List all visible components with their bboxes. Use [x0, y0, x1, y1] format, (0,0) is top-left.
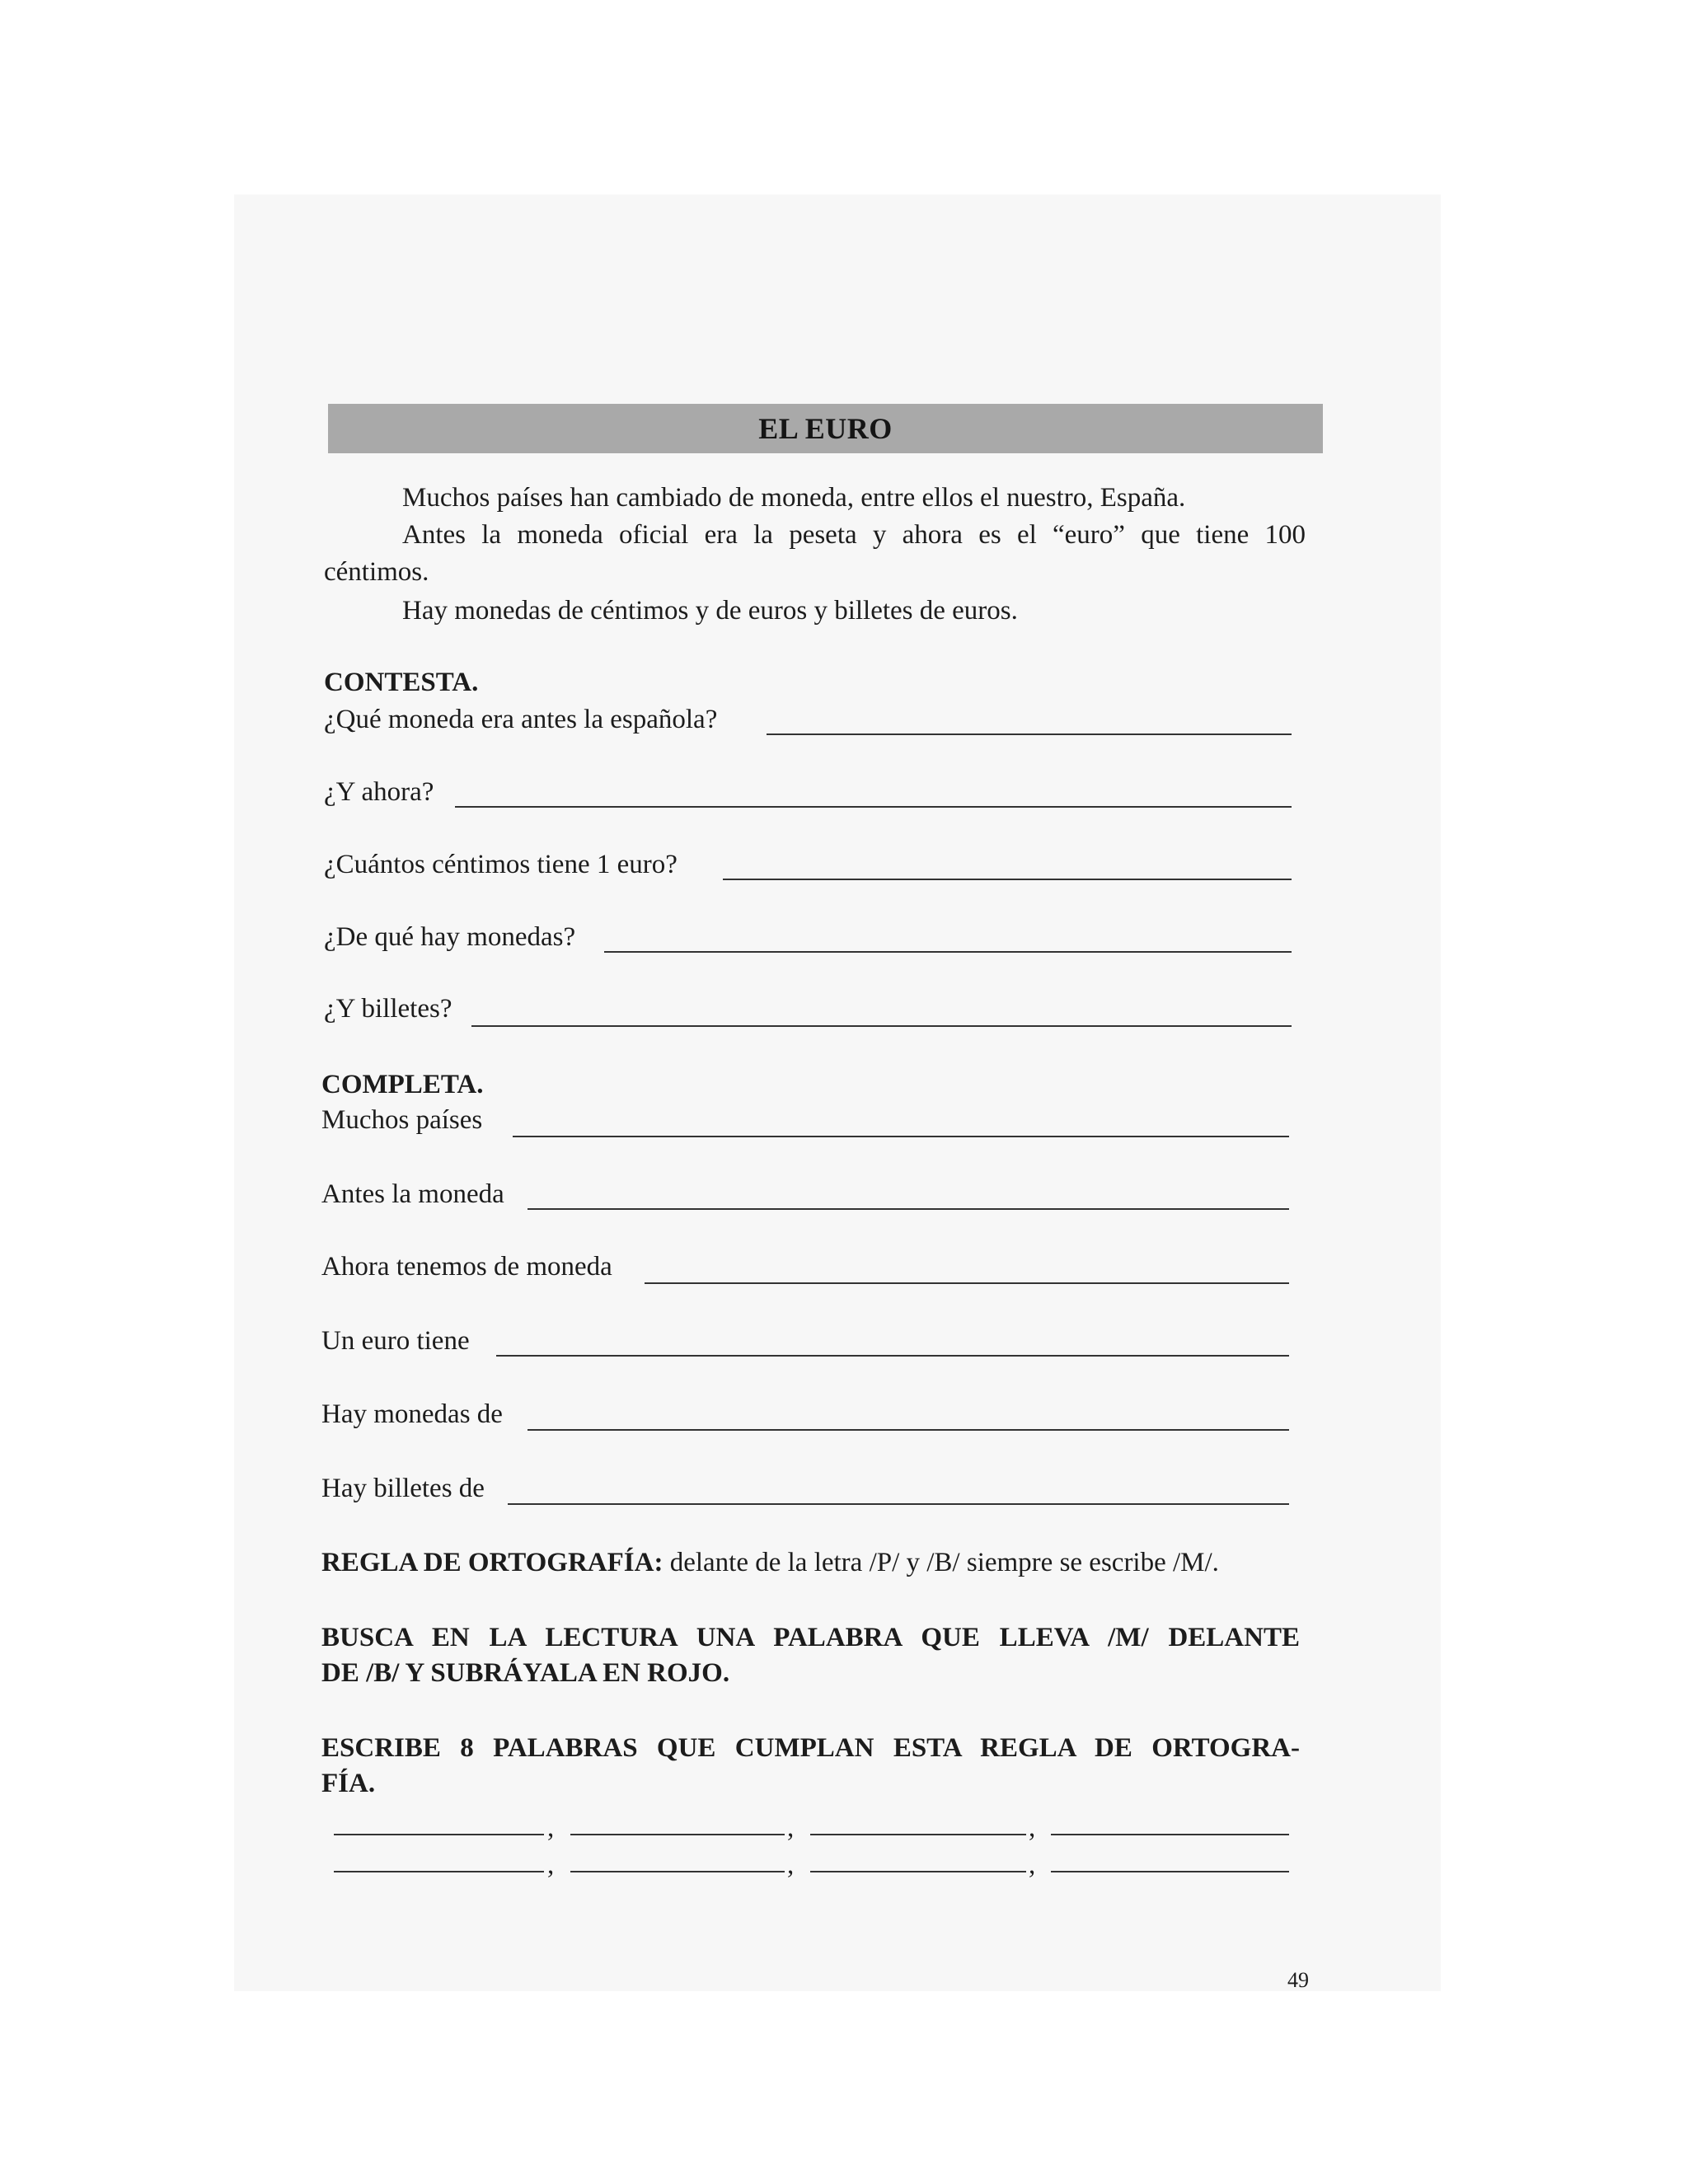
word-blank-3[interactable] [810, 1834, 1026, 1835]
word-blank-5[interactable] [334, 1871, 544, 1872]
question-3: ¿Cuántos céntimos tiene 1 euro? [324, 850, 678, 879]
reading-paragraph-2-line-2: céntimos. [324, 557, 429, 587]
title-banner [328, 404, 1323, 453]
word-blank-8[interactable] [1051, 1871, 1289, 1872]
answer-line-2[interactable] [455, 806, 1292, 808]
escribe-instruction-line-2: FÍA. [321, 1769, 376, 1798]
reading-paragraph-3: Hay monedas de céntimos y de euros y billetes de euros. [402, 596, 1018, 626]
completa-line-3[interactable] [645, 1282, 1289, 1284]
answer-line-1[interactable] [767, 733, 1292, 735]
word-separator: , [547, 1850, 555, 1880]
word-blank-4[interactable] [1051, 1834, 1289, 1835]
question-2: ¿Y ahora? [324, 777, 434, 807]
word-separator: , [787, 1850, 795, 1880]
word-separator: , [547, 1813, 555, 1843]
reading-paragraph-1: Muchos países han cambiado de moneda, entre ellos el nuestro, España. [402, 483, 1186, 513]
word-blank-1[interactable] [334, 1834, 544, 1835]
busca-instruction-line-2: DE /B/ Y SUBRÁYALA EN ROJO. [321, 1658, 730, 1688]
completa-prompt-1: Muchos países [321, 1105, 483, 1135]
question-5: ¿Y billetes? [324, 994, 452, 1024]
answer-line-5[interactable] [471, 1025, 1292, 1027]
spelling-rule [321, 1545, 1219, 1580]
completa-line-1[interactable] [513, 1136, 1289, 1137]
word-blank-2[interactable] [570, 1834, 785, 1835]
completa-line-2[interactable] [528, 1208, 1289, 1210]
page-number: 49 [1287, 1968, 1309, 1992]
completa-prompt-4: Un euro tiene [321, 1326, 470, 1356]
reading-paragraph-2-line-1: Antes la moneda oficial era la peseta y ahora es el “euro” que tiene 100 [402, 520, 1306, 550]
contesta-heading: CONTESTA. [324, 668, 479, 697]
completa-line-5[interactable] [528, 1429, 1289, 1431]
page-title: EL EURO [758, 412, 893, 445]
question-4: ¿De qué hay monedas? [324, 922, 576, 952]
completa-prompt-2: Antes la moneda [321, 1179, 504, 1209]
word-separator: , [1029, 1813, 1036, 1843]
completa-prompt-3: Ahora tenemos de moneda [321, 1252, 612, 1282]
word-blank-7[interactable] [810, 1871, 1026, 1872]
question-1: ¿Qué moneda era antes la española? [324, 705, 718, 734]
answer-line-3[interactable] [723, 879, 1292, 880]
word-separator: , [787, 1813, 795, 1843]
completa-prompt-6: Hay billetes de [321, 1474, 485, 1503]
answer-line-4[interactable] [604, 951, 1292, 953]
spelling-rule-label: REGLA DE ORTOGRAFÍA: [321, 1548, 663, 1577]
word-blank-6[interactable] [570, 1871, 785, 1872]
completa-line-4[interactable] [496, 1355, 1289, 1357]
busca-instruction-line-1: BUSCA EN LA LECTURA UNA PALABRA QUE LLEVA /M/ DELANTE [321, 1623, 1300, 1652]
spelling-rule-text: delante de la letra /P/ y /B/ siempre se escribe /M/. [663, 1548, 1219, 1577]
word-separator: , [1029, 1850, 1036, 1880]
escribe-instruction-line-1: ESCRIBE 8 PALABRAS QUE CUMPLAN ESTA REGLA DE ORTOGRA- [321, 1733, 1300, 1763]
completa-heading: COMPLETA. [321, 1070, 484, 1099]
completa-line-6[interactable] [508, 1503, 1289, 1505]
completa-prompt-5: Hay monedas de [321, 1399, 503, 1429]
